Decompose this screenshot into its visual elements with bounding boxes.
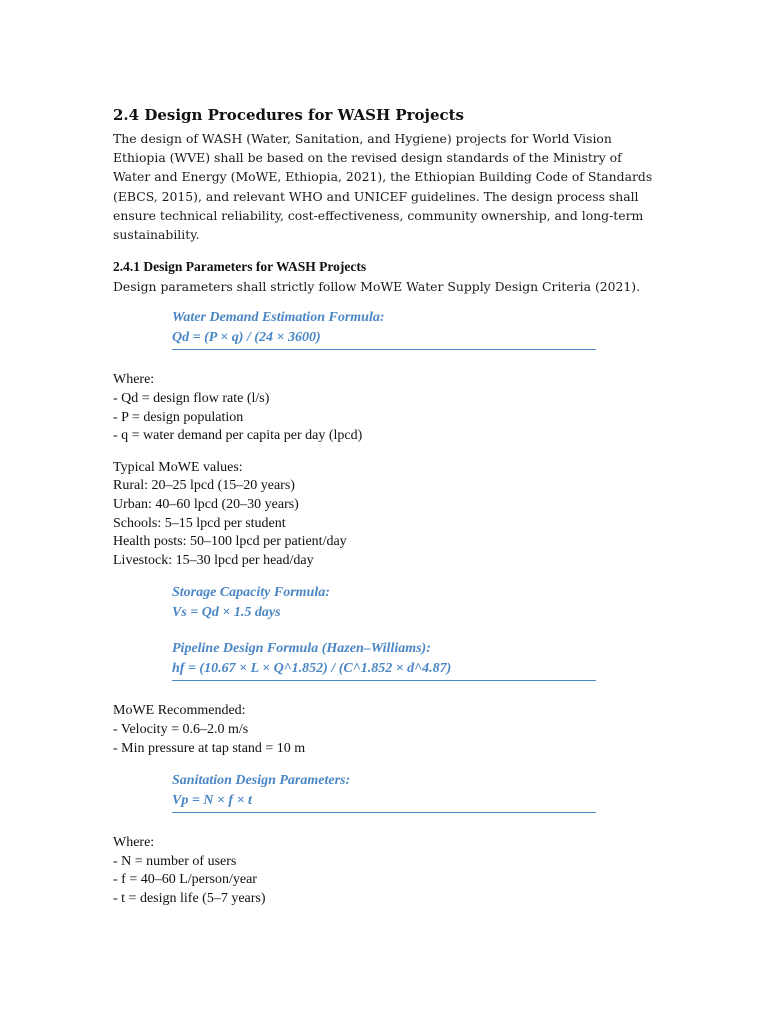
list-item: - Velocity = 0.6–2.0 m/s [113, 721, 249, 737]
pipeline-formula-title: Pipeline Design Formula (Hazen–Williams): [172, 641, 431, 657]
list-item: - P = design population [113, 409, 244, 425]
mowe-recommended-label: MoWE Recommended: [113, 703, 246, 719]
water-demand-formula: Qd = (P × q) / (24 × 3600) [172, 329, 321, 345]
storage-formula-title: Storage Capacity Formula: [172, 585, 330, 601]
list-item: - Min pressure at tap stand = 10 m [113, 740, 306, 756]
where-block-2 [113, 834, 653, 908]
section-heading: 2.4 Design Procedures for WASH Projects [113, 106, 464, 124]
list-item: Health posts: 50–100 lpcd per patient/day [113, 534, 347, 550]
list-item: - q = water demand per capita per day (lpcd) [113, 428, 363, 444]
pipeline-formula-box [172, 639, 596, 681]
list-item: Rural: 20–25 lpcd (15–20 years) [113, 478, 295, 494]
sanitation-formula-title: Sanitation Design Parameters: [172, 773, 351, 789]
sanitation-formula-box [172, 771, 596, 813]
mowe-values-label: Typical MoWE values: [113, 459, 243, 475]
list-item: Schools: 5–15 lpcd per student [113, 515, 286, 531]
list-item: - f = 40–60 L/person/year [113, 872, 257, 888]
subsection-intro: Design parameters shall strictly follow MoWE Water Supply Design Criteria (2021). [113, 279, 641, 295]
where-block-1 [113, 371, 653, 445]
pipeline-formula: hf = (10.67 × L × Q^1.852) / (C^1.852 × d^4.87) [172, 660, 452, 676]
intro-paragraph: The design of WASH (Water, Sanitation, and Hygiene) projects for World Vision Ethiopia (WVE) shall be based on the revised design standards of the Ministry of Water and Energy (MoWE, Ethiopia, 2021), the Ethiopian Building Code of Standards (EBCS, 2015), and relevant WHO and UNICEF guidelines. The design process shall ensure technical reliability, cost-effectiveness, community ownership, and long-term sustainability. [113, 131, 653, 243]
storage-formula-box [172, 583, 596, 622]
list-item: - Qd = design flow rate (l/s) [113, 391, 270, 407]
where-label: Where: [113, 372, 155, 388]
document-page [113, 104, 653, 909]
water-demand-formula-box [172, 308, 596, 350]
storage-formula: Vs = Qd × 1.5 days [172, 604, 281, 620]
water-demand-formula-title: Water Demand Estimation Formula: [172, 310, 385, 326]
list-item: Livestock: 15–30 lpcd per head/day [113, 552, 314, 568]
list-item: Urban: 40–60 lpcd (20–30 years) [113, 496, 299, 512]
sanitation-formula: Vp = N × f × t [172, 792, 252, 808]
mowe-recommended-block [113, 702, 653, 758]
mowe-values-block [113, 459, 653, 571]
where-label: Where: [113, 835, 155, 851]
subsection-heading: 2.4.1 Design Parameters for WASH Projects [113, 259, 367, 275]
list-item: - N = number of users [113, 853, 237, 869]
list-item: - t = design life (5–7 years) [113, 890, 266, 906]
